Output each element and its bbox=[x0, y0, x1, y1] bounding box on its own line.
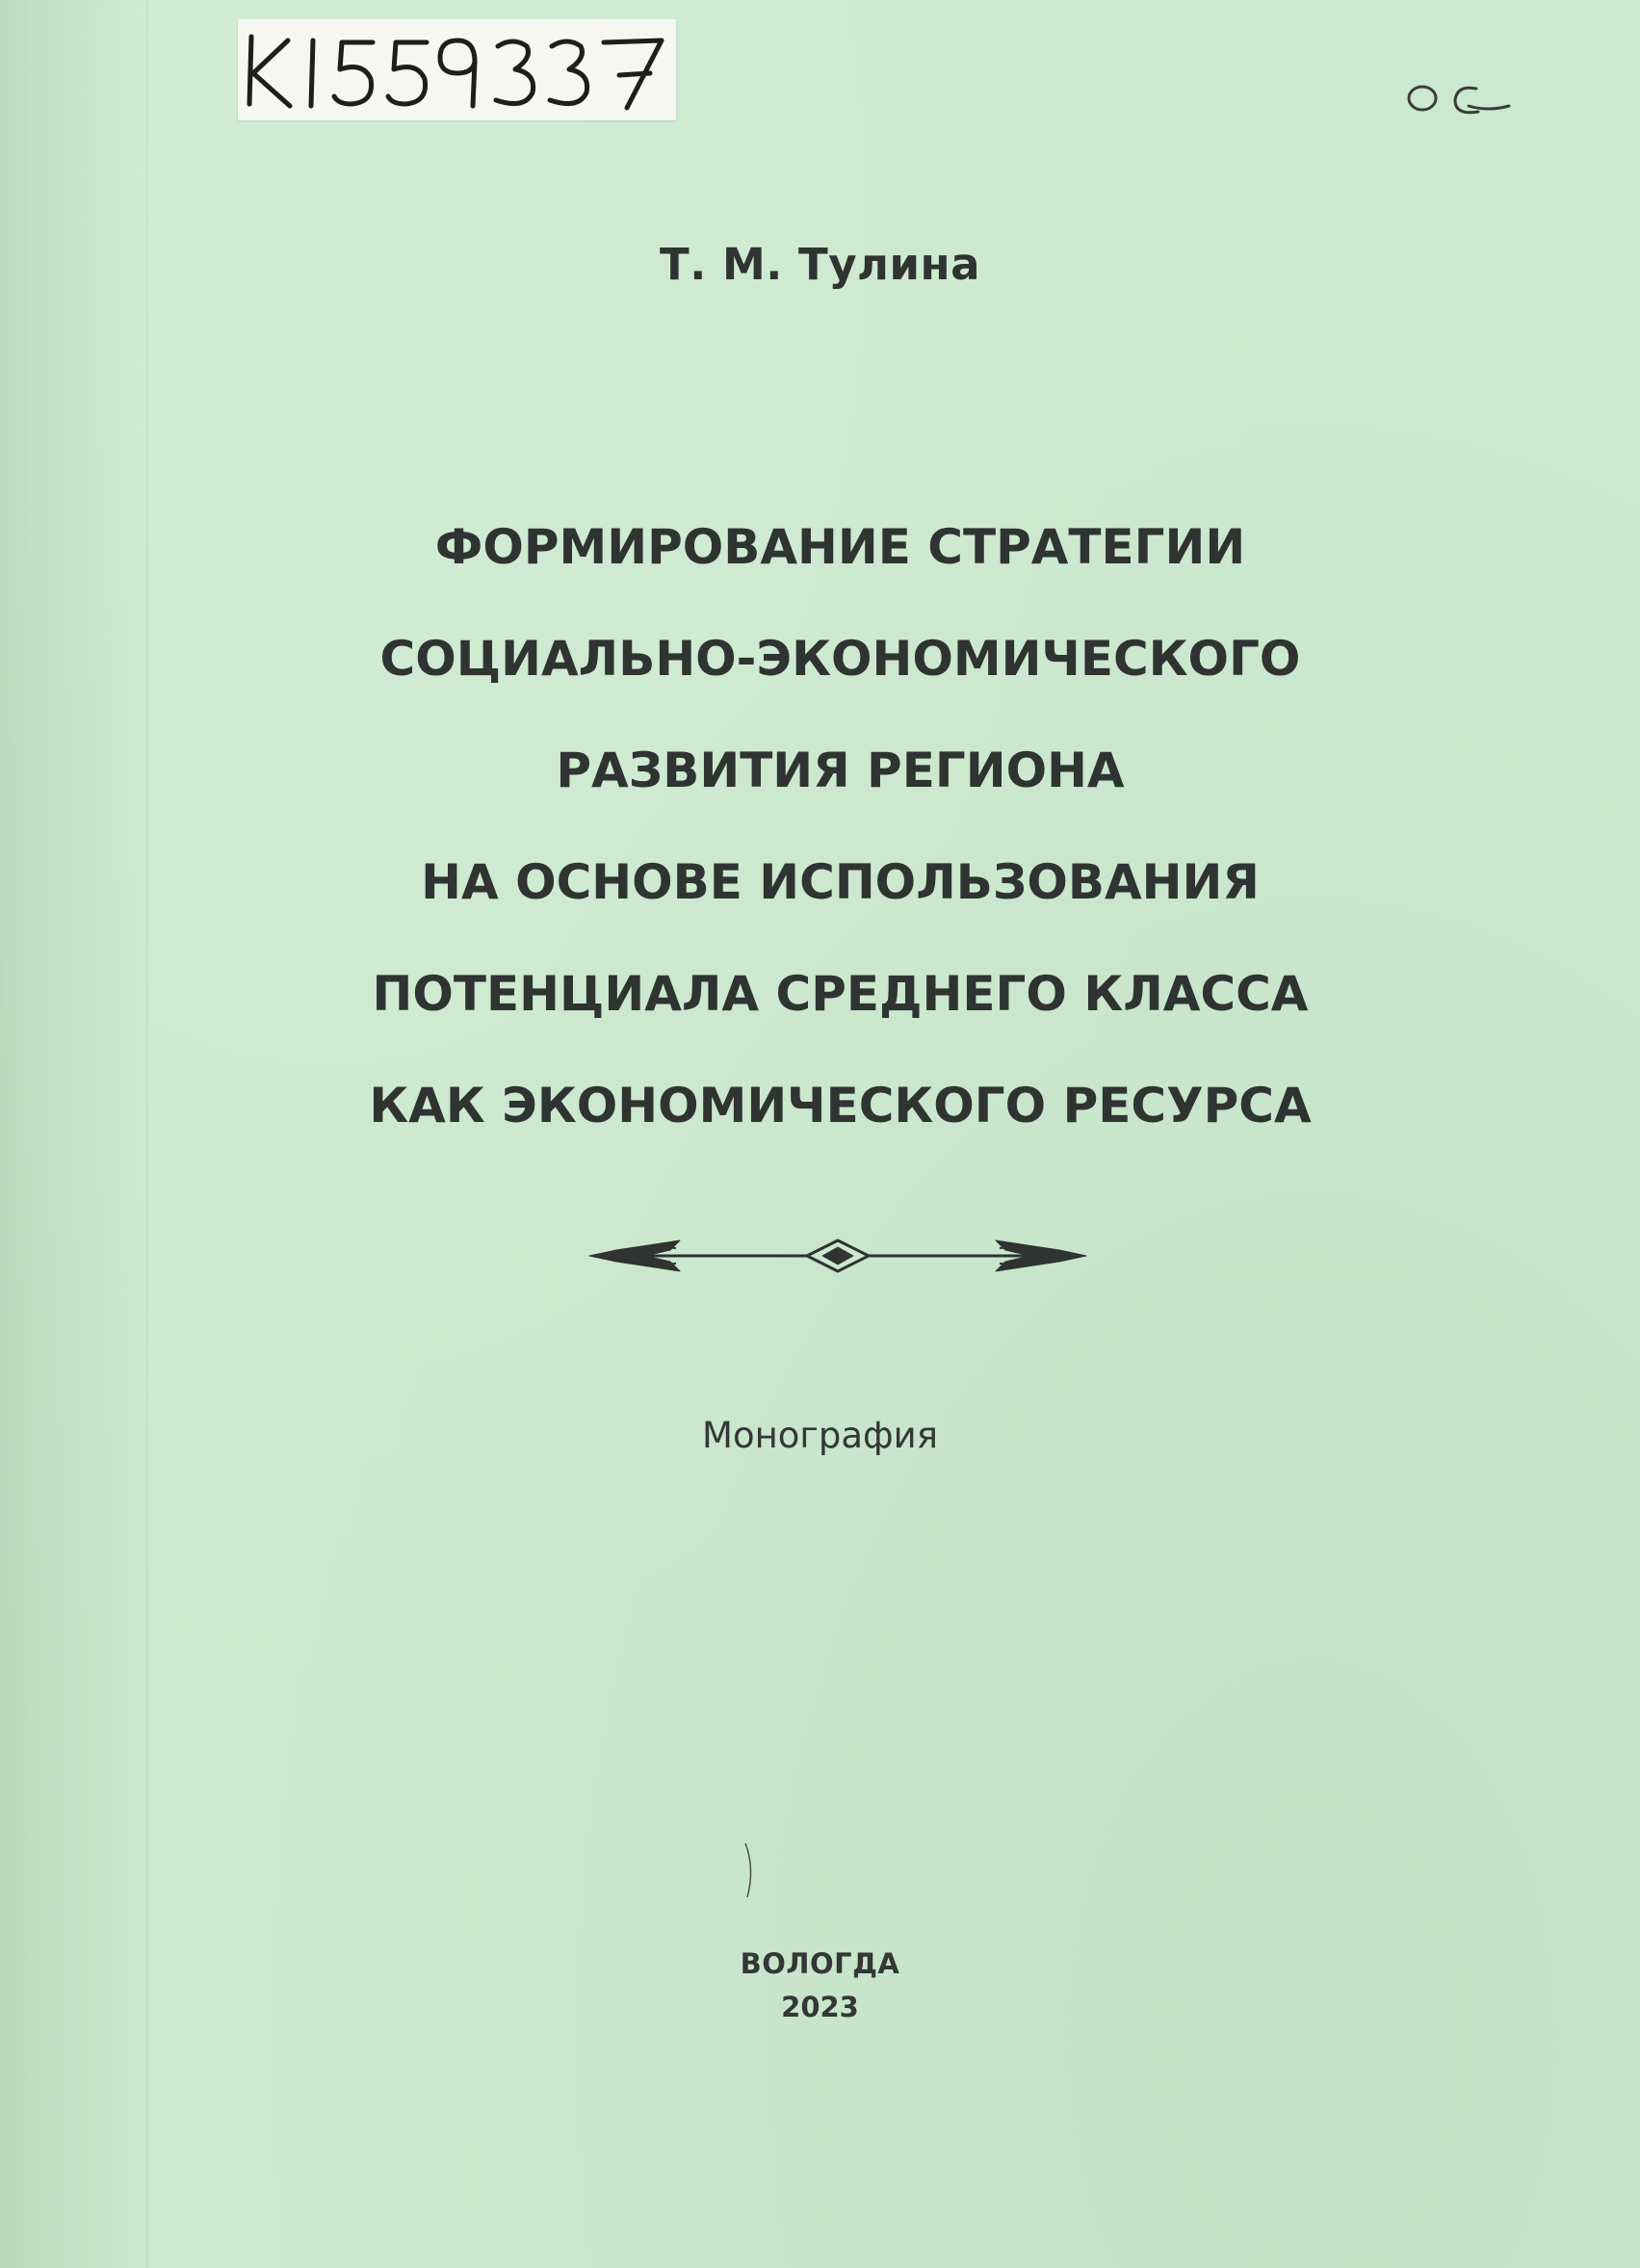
author-name: Т. М. Тулина bbox=[660, 239, 980, 290]
title-line: РАЗВИТИЯ РЕГИОНА bbox=[556, 743, 1125, 798]
paper-scratch-mark bbox=[742, 1841, 761, 1899]
title-line: НА ОСНОВЕ ИСПОЛЬЗОВАНИЯ bbox=[421, 854, 1260, 910]
title-line: КАК ЭКОНОМИЧЕСКОГО РЕСУРСА bbox=[369, 1078, 1312, 1134]
title-line: СОЦИАЛЬНО-ЭКОНОМИЧЕСКОГО bbox=[379, 631, 1301, 687]
spine-shadow bbox=[0, 0, 149, 2268]
title-line: ПОТЕНЦИАЛА СРЕДНЕГО КЛАССА bbox=[372, 966, 1309, 1022]
handwritten-mark-os bbox=[1401, 67, 1517, 135]
publication-year: 2023 bbox=[781, 1991, 859, 2023]
inventory-sticker bbox=[238, 19, 676, 120]
title-line: ФОРМИРОВАНИЕ СТРАТЕГИИ bbox=[434, 519, 1246, 575]
handwritten-inventory-number bbox=[238, 19, 676, 120]
genre-label: Монография bbox=[702, 1415, 938, 1456]
ornament-divider-icon bbox=[587, 1235, 1088, 1277]
book-title bbox=[289, 491, 1392, 1161]
cover-fold-line bbox=[146, 0, 148, 2268]
publication-city: ВОЛОГДА bbox=[740, 1947, 900, 1980]
